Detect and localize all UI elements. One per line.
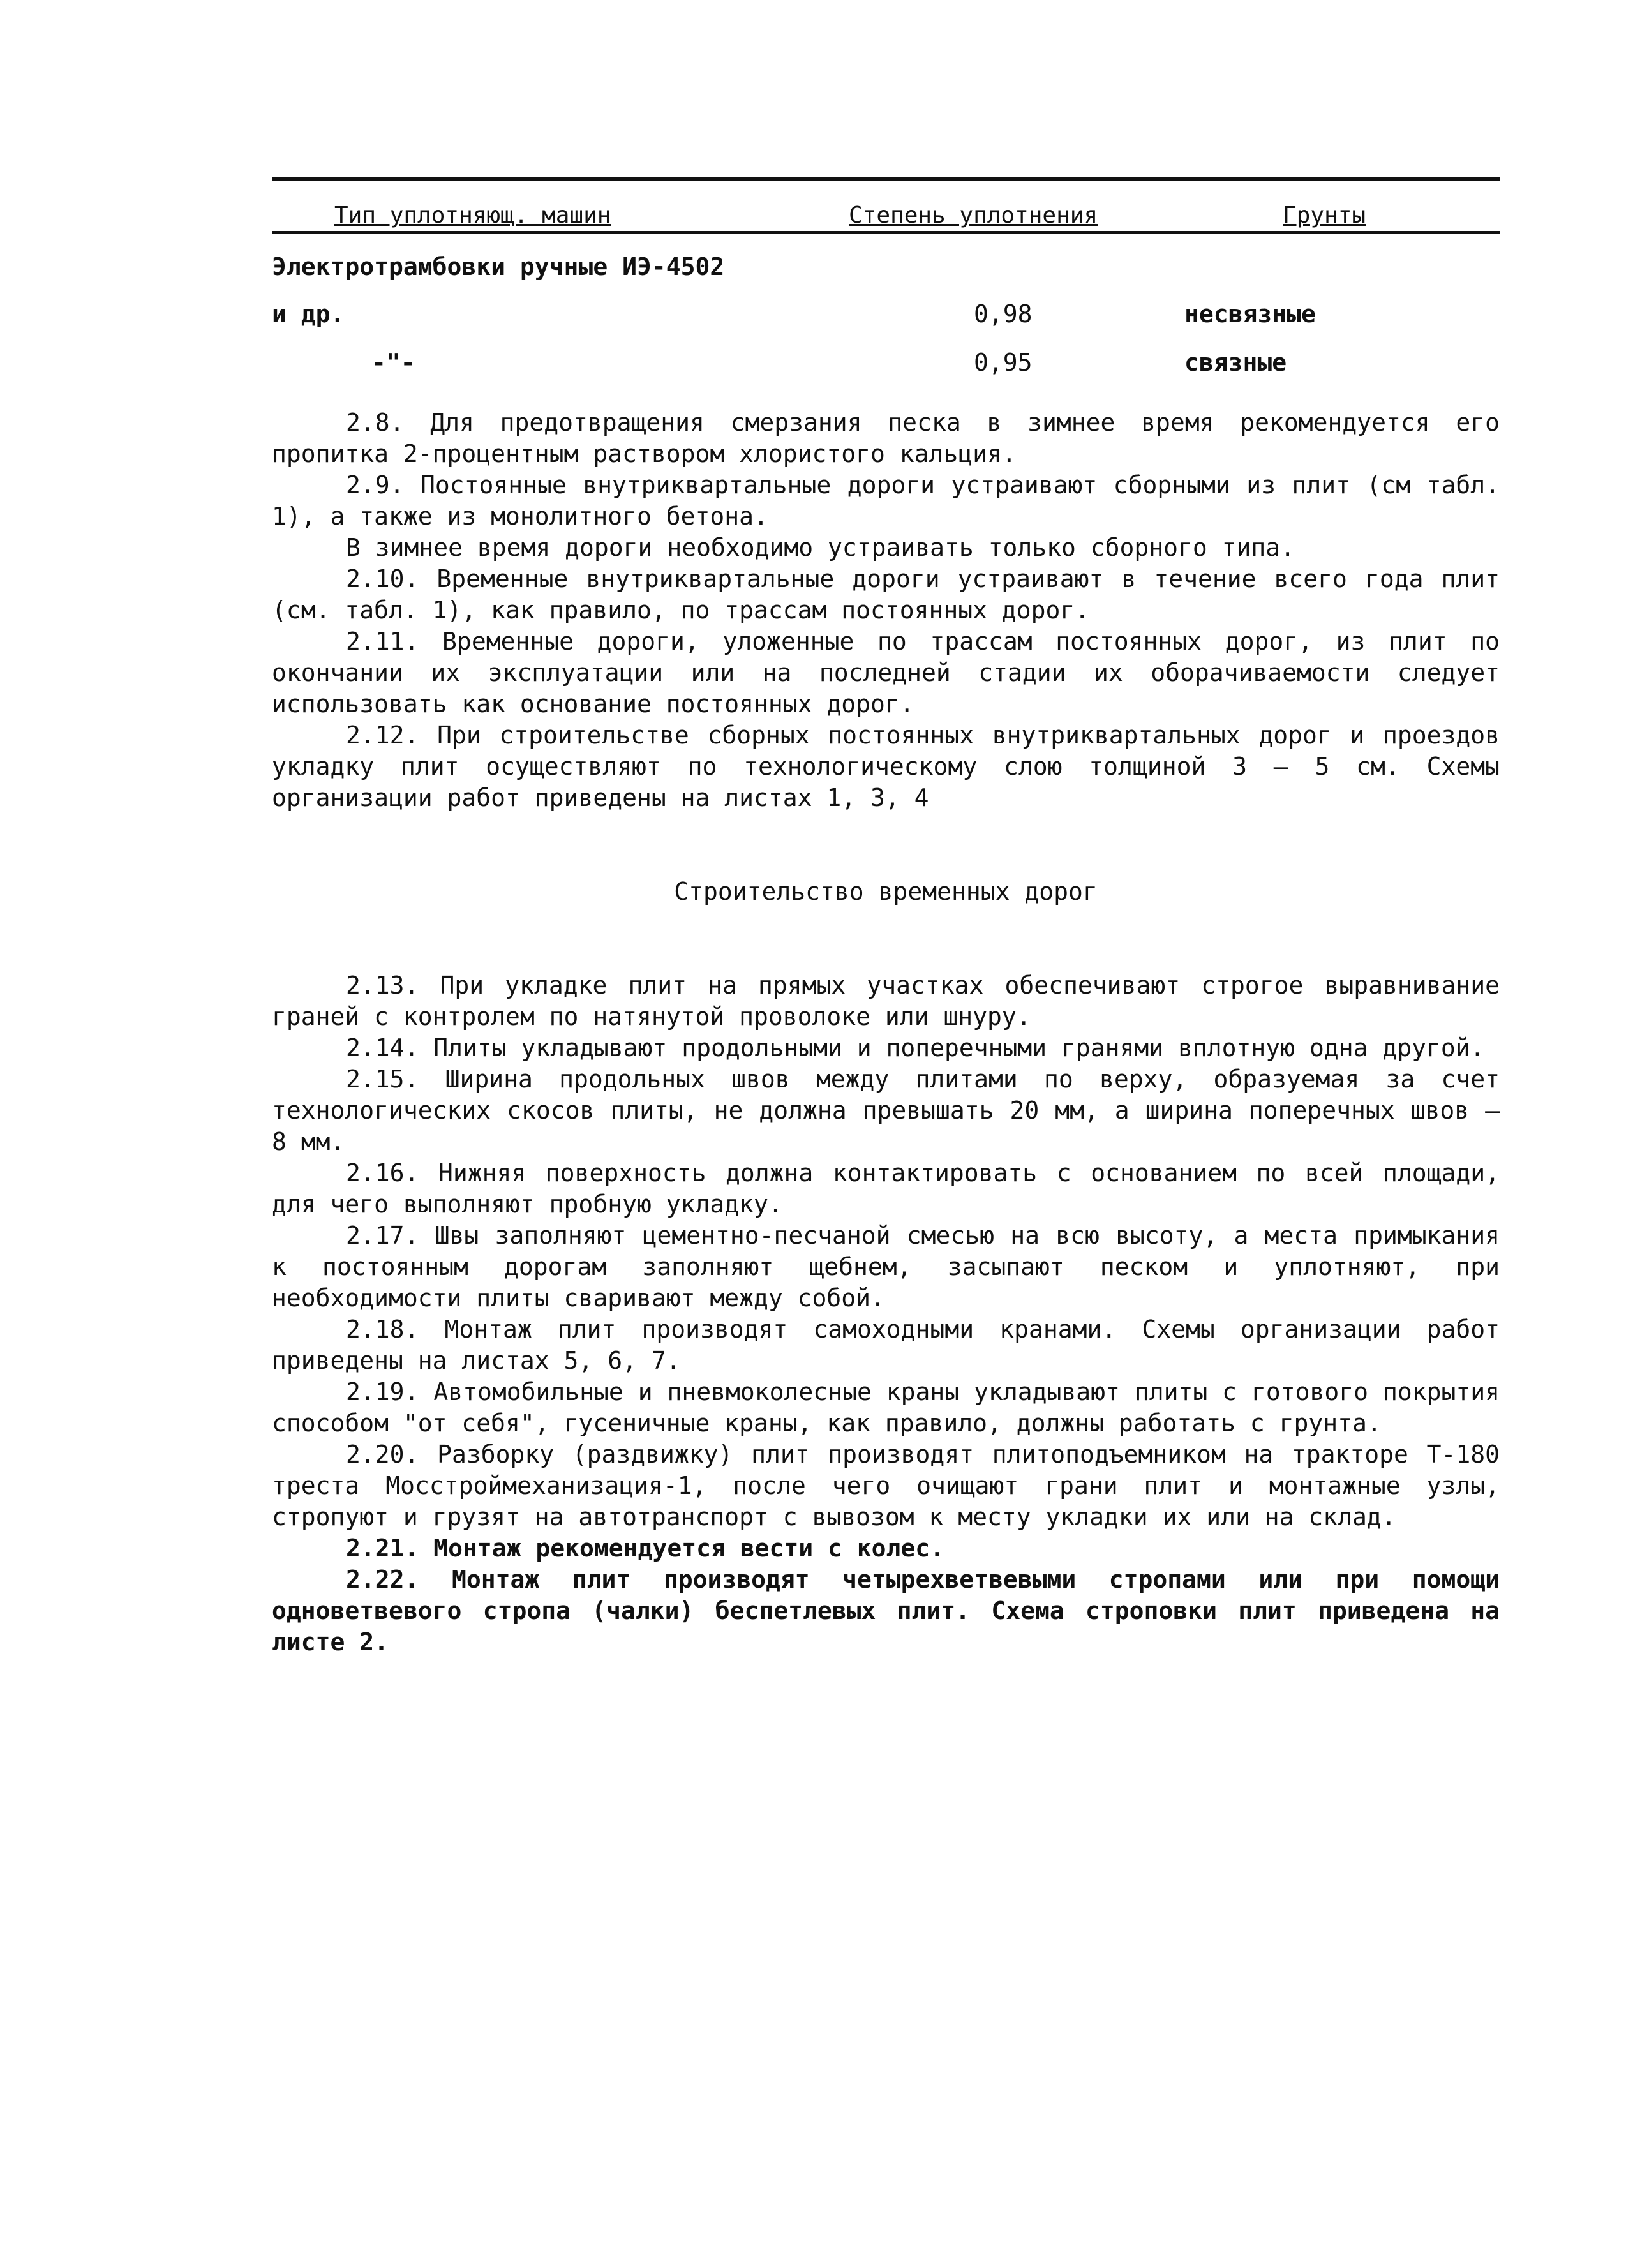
paragraph-2-18: 2.18. Монтаж плит производят самоходными кранами. Схемы организации работ приведены на листах 5, 6, 7. (272, 1315, 1500, 1375)
paragraph-2-20: 2.20. Разборку (раздвижку) плит производят плитоподъемником на тракторе Т-180 треста Мосстроймеханизация-1, после чего очищают грани плит и монтажные узлы, стропуют и грузят на автотранспорт с вывозом к месту укладки их или на склад. (272, 1440, 1500, 1531)
table-header-rule (272, 231, 1500, 234)
header-soils: Грунты (1283, 202, 1366, 228)
header-machine-type: Тип уплотняющ. машин (334, 202, 611, 228)
row1-machine: Электротрамбовки ручные ИЭ-4502 (272, 253, 725, 281)
paragraph-winter-roads: В зимнее время дороги необходимо устраивать только сборного типа. (346, 533, 1295, 562)
paragraph-2-9: 2.9. Постоянные внутриквартальные дороги устраивают сборными из плит (см табл. 1), а также из монолитного бетона. (272, 471, 1500, 530)
paragraph-2-16: 2.16. Нижняя поверхность должна контактировать с основанием по всей площади, для чего выполняют пробную укладку. (272, 1159, 1500, 1218)
header-degree: Степень уплотнения (849, 202, 1098, 228)
paragraph-2-8: 2.8. Для предотвращения смерзания песка в зимнее время рекомендуется его пропитка 2-процентным раствором хлористого кальция. (272, 408, 1500, 468)
row3-soil: связные (1184, 348, 1287, 377)
body-text (272, 407, 1500, 1658)
section-heading: Строительство временных дорог (674, 877, 1098, 906)
table-top-rule (272, 177, 1500, 181)
row2-soil: несвязные (1184, 300, 1316, 328)
paragraph-2-19: 2.19. Автомобильные и пневмоколесные краны укладывают плиты с готового покрытия способом "от себя", гусеничные краны, как правило, должны работать с грунта. (272, 1378, 1500, 1437)
paragraph-2-15: 2.15. Ширина продольных швов между плитами по верху, образуемая за счет технологических скосов плиты, не должна превышать 20 мм, а ширина поперечных швов – 8 мм. (272, 1065, 1500, 1156)
row3-degree: 0,95 (974, 348, 1033, 377)
row3-machine: -"- (371, 348, 415, 377)
paragraph-2-14: 2.14. Плиты укладывают продольными и поперечными гранями вплотную одна другой. (346, 1034, 1485, 1062)
paragraph-2-11: 2.11. Временные дороги, уложенные по трассам постоянных дорог, из плит по окончании их эксплуатации или на последней стадии их оборачиваемости следует использовать как основание постоянных дорог. (272, 627, 1500, 718)
row2-degree: 0,98 (974, 300, 1033, 328)
paragraph-2-17: 2.17. Швы заполняют цементно-песчаной смесью на всю высоту, а места примыкания к постоянным дорогам заполняют щебнем, засыпают песком и уплотняют, при необходимости плиты сваривают между собой. (272, 1221, 1500, 1312)
paragraph-2-21: 2.21. Монтаж рекомендуется вести с колес. (346, 1534, 944, 1562)
row2-machine: и др. (272, 300, 345, 328)
paragraph-2-22: 2.22. Монтаж плит производят четырехветвевыми стропами или при помощи одноветвевого стропа (чалки) беспетлевых плит. Схема строповки плит приведена на листе 2. (272, 1565, 1500, 1656)
paragraph-2-13: 2.13. При укладке плит на прямых участках обеспечивают строгое выравнивание граней с контролем по натянутой проволоке или шнуру. (272, 971, 1500, 1031)
paragraph-2-10: 2.10. Временные внутриквартальные дороги устраивают в течение всего года плит (см. табл. 1), как правило, по трассам постоянных дорог. (272, 565, 1500, 624)
paragraph-2-12: 2.12. При строительстве сборных постоянных внутриквартальных дорог и проездов укладку плит осуществляют по технологическому слою толщиной 3 – 5 см. Схемы организации работ приведены на листах 1, 3, 4 (272, 721, 1500, 812)
